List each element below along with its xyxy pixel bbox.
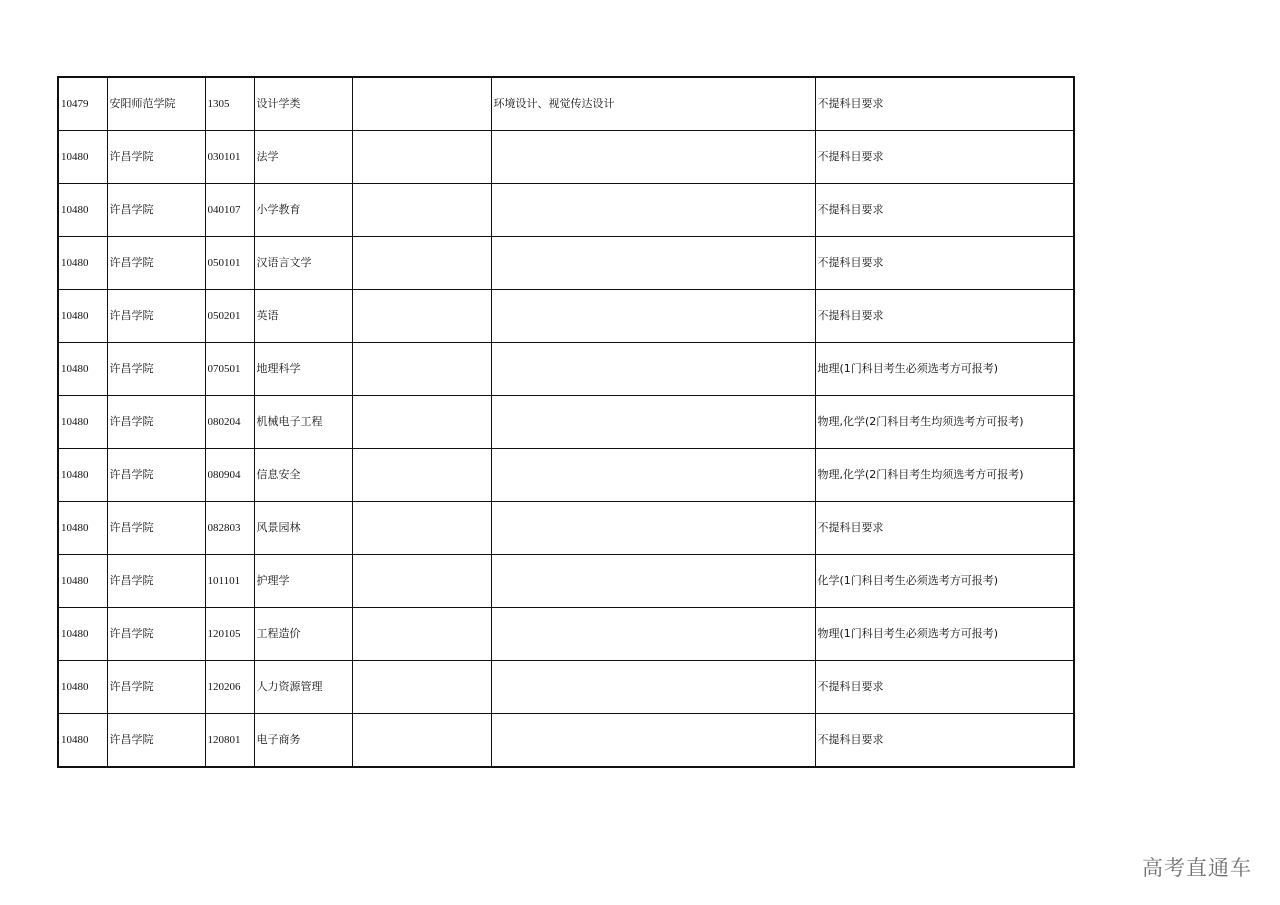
school-name-cell: 许昌学院	[107, 555, 205, 608]
table-row	[58, 502, 1074, 555]
table-row	[58, 449, 1074, 502]
major-detail-cell	[491, 661, 815, 714]
table-row	[58, 396, 1074, 449]
major-code-cell: 101101	[205, 555, 254, 608]
table-body	[58, 77, 1074, 767]
major-name-cell: 电子商务	[254, 714, 352, 768]
major-name-cell: 汉语言文学	[254, 237, 352, 290]
major-detail-cell	[491, 555, 815, 608]
major-code-cell: 082803	[205, 502, 254, 555]
school-code-cell: 10480	[58, 184, 107, 237]
school-code-cell: 10480	[58, 343, 107, 396]
major-name-cell: 工程造价	[254, 608, 352, 661]
empty-cell	[352, 608, 491, 661]
empty-cell	[352, 396, 491, 449]
empty-cell	[352, 343, 491, 396]
major-name-cell: 信息安全	[254, 449, 352, 502]
empty-cell	[352, 502, 491, 555]
table-row	[58, 237, 1074, 290]
major-name-cell: 英语	[254, 290, 352, 343]
major-code-cell: 050101	[205, 237, 254, 290]
empty-cell	[352, 237, 491, 290]
subject-requirement-cell: 不提科目要求	[815, 237, 1074, 290]
school-code-cell: 10480	[58, 661, 107, 714]
table-row	[58, 555, 1074, 608]
school-name-cell: 许昌学院	[107, 714, 205, 768]
major-code-cell: 080204	[205, 396, 254, 449]
major-name-cell: 地理科学	[254, 343, 352, 396]
major-code-cell: 030101	[205, 131, 254, 184]
table-row	[58, 608, 1074, 661]
school-name-cell: 许昌学院	[107, 184, 205, 237]
table-row	[58, 77, 1074, 131]
school-name-cell: 许昌学院	[107, 608, 205, 661]
major-detail-cell	[491, 237, 815, 290]
major-detail-cell	[491, 608, 815, 661]
table-row	[58, 661, 1074, 714]
subject-requirement-cell: 不提科目要求	[815, 714, 1074, 768]
table-row	[58, 131, 1074, 184]
major-name-cell: 法学	[254, 131, 352, 184]
major-name-cell: 护理学	[254, 555, 352, 608]
major-code-cell: 070501	[205, 343, 254, 396]
subject-requirement-cell: 地理(1门科目考生必须选考方可报考)	[815, 343, 1074, 396]
school-code-cell: 10480	[58, 449, 107, 502]
school-name-cell: 许昌学院	[107, 290, 205, 343]
empty-cell	[352, 77, 491, 131]
school-name-cell: 许昌学院	[107, 449, 205, 502]
school-code-cell: 10480	[58, 714, 107, 768]
major-code-cell: 040107	[205, 184, 254, 237]
empty-cell	[352, 184, 491, 237]
major-code-cell: 120206	[205, 661, 254, 714]
major-detail-cell	[491, 396, 815, 449]
subject-requirement-cell: 不提科目要求	[815, 661, 1074, 714]
empty-cell	[352, 661, 491, 714]
subject-requirement-cell: 不提科目要求	[815, 77, 1074, 131]
table-row	[58, 184, 1074, 237]
major-code-cell: 080904	[205, 449, 254, 502]
school-name-cell: 安阳师范学院	[107, 77, 205, 131]
school-name-cell: 许昌学院	[107, 343, 205, 396]
table-row	[58, 290, 1074, 343]
major-detail-cell	[491, 131, 815, 184]
subject-requirement-cell: 物理(1门科目考生必须选考方可报考)	[815, 608, 1074, 661]
major-code-cell: 120105	[205, 608, 254, 661]
subject-requirement-cell: 物理,化学(2门科目考生均须选考方可报考)	[815, 449, 1074, 502]
subject-requirement-cell: 不提科目要求	[815, 131, 1074, 184]
empty-cell	[352, 714, 491, 768]
major-name-cell: 设计学类	[254, 77, 352, 131]
school-name-cell: 许昌学院	[107, 396, 205, 449]
major-detail-cell	[491, 184, 815, 237]
major-code-cell: 050201	[205, 290, 254, 343]
school-name-cell: 许昌学院	[107, 131, 205, 184]
major-detail-cell	[491, 449, 815, 502]
major-detail-cell	[491, 290, 815, 343]
empty-cell	[352, 555, 491, 608]
table-row	[58, 714, 1074, 768]
watermark-text: 高考直通车	[1142, 856, 1252, 880]
major-detail-cell	[491, 502, 815, 555]
school-code-cell: 10480	[58, 608, 107, 661]
major-code-cell: 1305	[205, 77, 254, 131]
school-name-cell: 许昌学院	[107, 237, 205, 290]
subject-requirement-cell: 不提科目要求	[815, 290, 1074, 343]
school-code-cell: 10480	[58, 131, 107, 184]
subject-requirement-cell: 不提科目要求	[815, 502, 1074, 555]
major-name-cell: 风景园林	[254, 502, 352, 555]
subject-requirement-cell: 物理,化学(2门科目考生均须选考方可报考)	[815, 396, 1074, 449]
school-code-cell: 10480	[58, 396, 107, 449]
school-code-cell: 10480	[58, 555, 107, 608]
major-detail-cell: 环境设计、视觉传达设计	[491, 77, 815, 131]
school-code-cell: 10480	[58, 290, 107, 343]
subject-requirement-cell: 不提科目要求	[815, 184, 1074, 237]
major-name-cell: 人力资源管理	[254, 661, 352, 714]
major-code-cell: 120801	[205, 714, 254, 768]
school-name-cell: 许昌学院	[107, 661, 205, 714]
subject-requirements-table	[57, 76, 1075, 768]
empty-cell	[352, 131, 491, 184]
empty-cell	[352, 290, 491, 343]
major-name-cell: 机械电子工程	[254, 396, 352, 449]
major-detail-cell	[491, 343, 815, 396]
school-code-cell: 10479	[58, 77, 107, 131]
major-detail-cell	[491, 714, 815, 768]
school-code-cell: 10480	[58, 237, 107, 290]
empty-cell	[352, 449, 491, 502]
subject-requirement-cell: 化学(1门科目考生必须选考方可报考)	[815, 555, 1074, 608]
table-row	[58, 343, 1074, 396]
major-name-cell: 小学教育	[254, 184, 352, 237]
school-code-cell: 10480	[58, 502, 107, 555]
school-name-cell: 许昌学院	[107, 502, 205, 555]
